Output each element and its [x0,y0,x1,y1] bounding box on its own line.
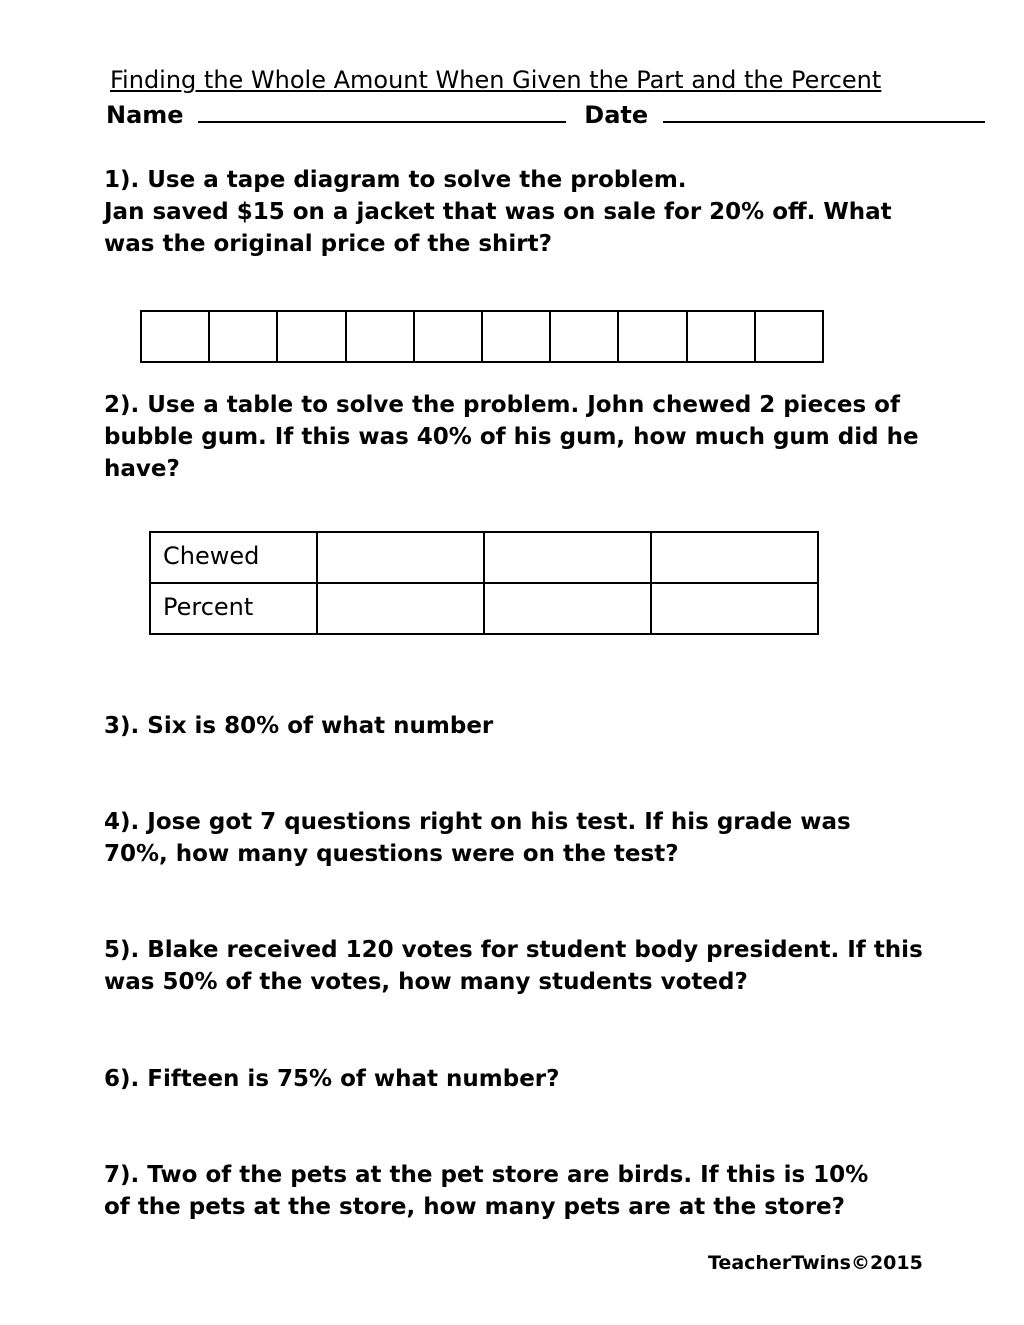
question-6-line-1: 6). Fifteen is 75% of what number? [104,1066,560,1092]
question-4-line-1: 4). Jose got 7 questions right on his test. If his grade was [104,809,851,835]
tape-cell[interactable] [756,312,822,361]
name-blank[interactable] [198,99,566,123]
question-1-line-3: was the original price of the shirt? [104,231,552,257]
ratio-cell[interactable] [317,583,484,634]
question-5-line-1: 5). Blake received 120 votes for student body president. If this [104,937,923,963]
tape-cell[interactable] [551,312,619,361]
date-blank[interactable] [663,99,985,123]
question-2-line-3: have? [104,456,180,482]
ratio-row-label: Chewed [150,532,317,583]
name-label: Name [106,101,184,129]
tape-cell[interactable] [142,312,210,361]
tape-cell[interactable] [415,312,483,361]
question-3 [104,710,974,742]
question-2-line-1: 2). Use a table to solve the problem. John chewed 2 pieces of [104,392,900,418]
ratio-cell[interactable] [651,583,818,634]
worksheet-title: Finding the Whole Amount When Given the Part and the Percent [110,66,882,94]
question-5-line-2: was 50% of the votes, how many students voted? [104,969,748,995]
ratio-cell[interactable] [651,532,818,583]
question-1-line-2: Jan saved $15 on a jacket that was on sale for 20% off. What [104,199,892,225]
question-2 [104,389,974,485]
question-5 [104,934,974,998]
ratio-cell[interactable] [317,532,484,583]
question-7-line-2: of the pets at the store, how many pets are at the store? [104,1194,845,1220]
tape-cell[interactable] [688,312,756,361]
tape-cell[interactable] [347,312,415,361]
ratio-table [149,531,819,635]
question-2-line-2: bubble gum. If this was 40% of his gum, how much gum did he [104,424,919,450]
tape-cell[interactable] [210,312,278,361]
question-4 [104,806,974,870]
question-1-line-1: 1). Use a tape diagram to solve the problem. [104,167,687,193]
question-4-line-2: 70%, how many questions were on the test? [104,841,679,867]
date-label: Date [584,101,649,129]
question-7 [104,1159,974,1223]
question-1 [104,164,974,260]
question-7-line-1: 7). Two of the pets at the pet store are birds. If this is 10% [104,1162,869,1188]
ratio-cell[interactable] [484,583,651,634]
ratio-cell[interactable] [484,532,651,583]
tape-cell[interactable] [483,312,551,361]
ratio-row-label: Percent [150,583,317,634]
question-6 [104,1063,974,1095]
table-row [150,532,818,583]
tape-diagram [140,310,824,363]
copyright-footer: TeacherTwins©2015 [708,1252,923,1274]
tape-cell[interactable] [278,312,346,361]
tape-cell[interactable] [619,312,687,361]
question-3-line-1: 3). Six is 80% of what number [104,713,494,739]
name-date-line [106,99,985,131]
table-row [150,583,818,634]
